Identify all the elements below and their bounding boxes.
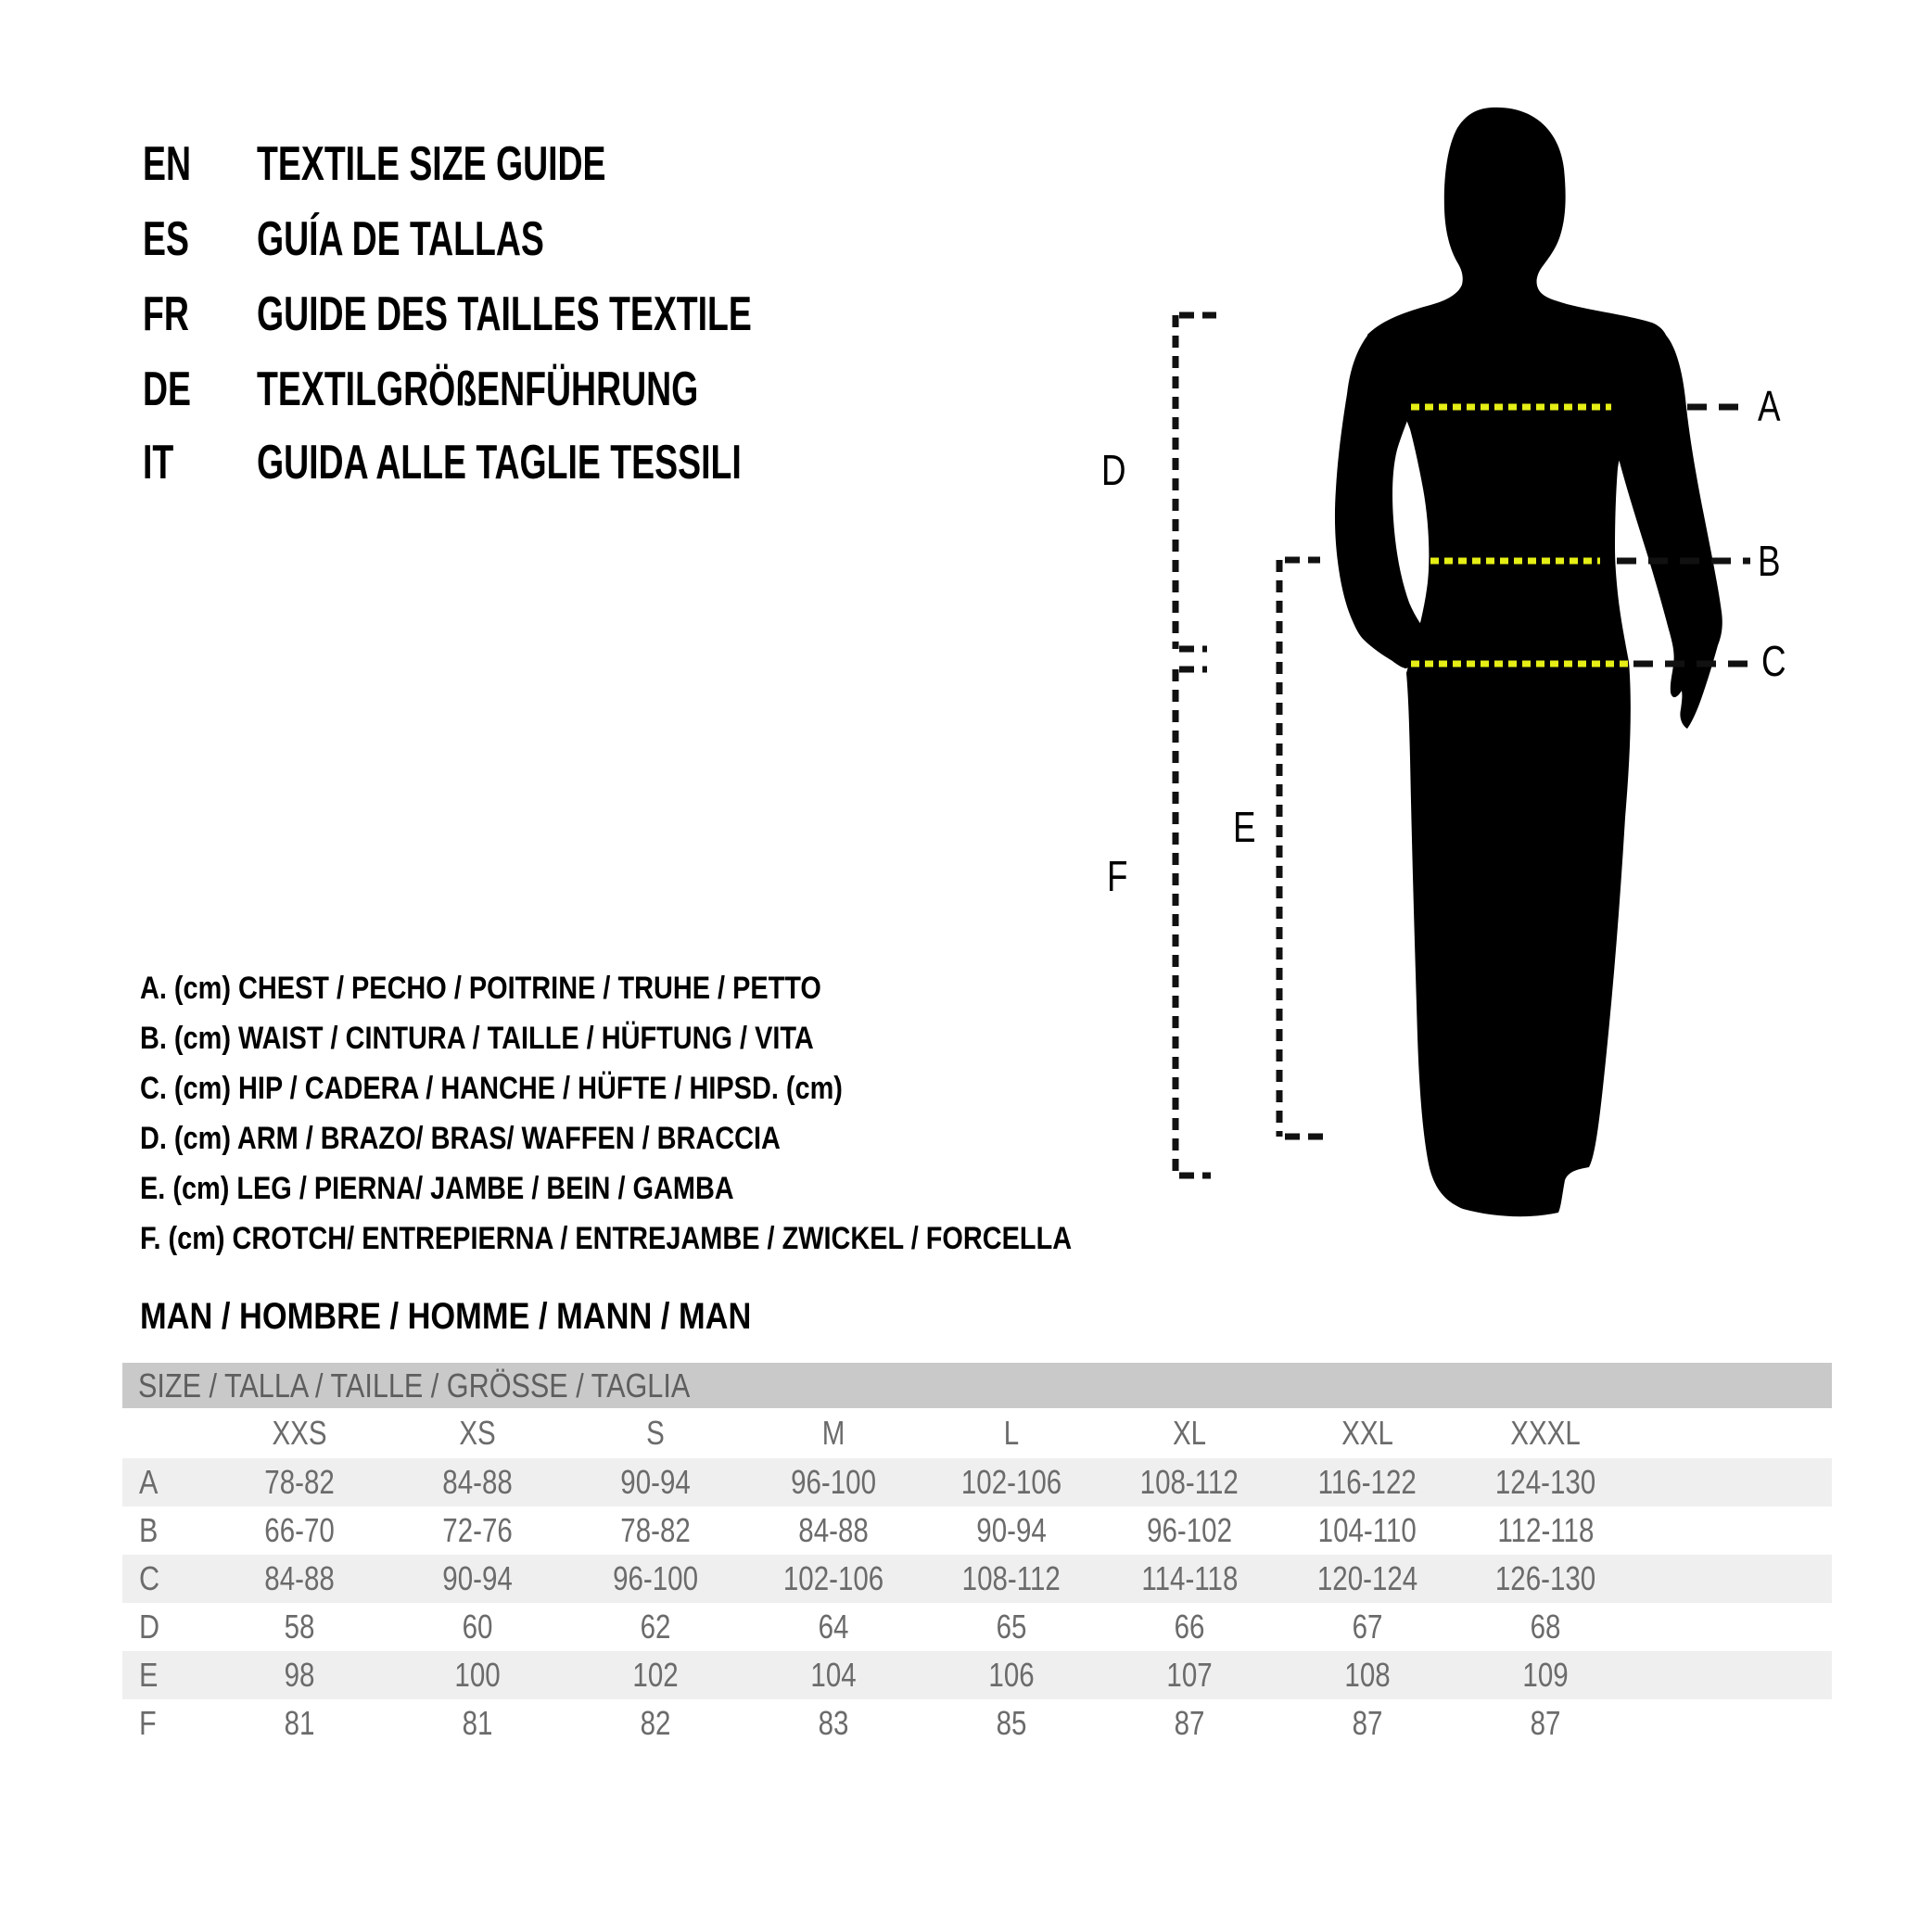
size-col-header: XXS bbox=[272, 1414, 327, 1452]
guide-title: TEXTILE SIZE GUIDE bbox=[257, 137, 606, 191]
table-cell: 72-76 bbox=[442, 1511, 513, 1549]
legend-line-chest: A. (cm) CHEST / PECHO / POITRINE / TRUHE / PETTO bbox=[140, 971, 821, 1006]
table-row-crotch bbox=[122, 1699, 1832, 1748]
table-cell: 96-100 bbox=[613, 1559, 698, 1597]
table-cell: 84-88 bbox=[442, 1463, 513, 1501]
gender-label: MAN / HOMBRE / HOMME / MANN / MAN bbox=[140, 1296, 752, 1337]
table-cell: 66-70 bbox=[264, 1511, 335, 1549]
table-cell: 114-118 bbox=[1141, 1559, 1238, 1597]
language-code: EN bbox=[143, 137, 192, 191]
table-cell: 60 bbox=[462, 1608, 493, 1646]
table-cell: 126-130 bbox=[1494, 1559, 1596, 1597]
table-cell: 116-122 bbox=[1317, 1463, 1417, 1501]
row-label: E bbox=[139, 1656, 159, 1694]
table-row-hip bbox=[122, 1555, 1832, 1603]
legend-line-leg: E. (cm) LEG / PIERNA/ JAMBE / BEIN / GAMBA bbox=[140, 1171, 734, 1206]
table-cell: 106 bbox=[988, 1656, 1035, 1694]
table-cell: 58 bbox=[284, 1608, 315, 1646]
vertical-measure-lines bbox=[1176, 315, 1326, 1176]
table-cell: 78-82 bbox=[620, 1511, 691, 1549]
size-table-header: SIZE / TALLA / TAILLE / GRÖSSE / TAGLIA bbox=[122, 1363, 1832, 1408]
size-col-header: XL bbox=[1172, 1414, 1207, 1452]
table-cell: 90-94 bbox=[442, 1559, 513, 1597]
table-cell: 108 bbox=[1344, 1656, 1391, 1694]
language-code: ES bbox=[143, 212, 189, 266]
table-cell: 66 bbox=[1174, 1608, 1205, 1646]
table-cell: 98 bbox=[284, 1656, 315, 1694]
table-cell: 84-88 bbox=[798, 1511, 869, 1549]
table-cell: 124-130 bbox=[1494, 1463, 1596, 1501]
table-cell: 87 bbox=[1530, 1704, 1561, 1742]
table-cell: 68 bbox=[1530, 1608, 1561, 1646]
table-cell: 90-94 bbox=[620, 1463, 691, 1501]
table-cell: 108-112 bbox=[961, 1559, 1061, 1597]
guide-title: GUIDE DES TAILLES TEXTILE bbox=[257, 287, 752, 341]
size-table-sizes-row bbox=[122, 1408, 1832, 1458]
table-cell: 85 bbox=[996, 1704, 1027, 1742]
table-cell: 65 bbox=[996, 1608, 1027, 1646]
guide-title: GUIDA ALLE TAGLIE TESSILI bbox=[257, 436, 742, 489]
table-cell: 104 bbox=[810, 1656, 857, 1694]
table-cell: 83 bbox=[818, 1704, 849, 1742]
table-cell: 84-88 bbox=[264, 1559, 335, 1597]
size-col-header: XXL bbox=[1341, 1414, 1393, 1452]
table-cell: 81 bbox=[284, 1704, 315, 1742]
size-col-header: M bbox=[821, 1414, 845, 1452]
arm-label: D bbox=[1101, 446, 1126, 494]
size-col-header: L bbox=[1003, 1414, 1020, 1452]
hip-label: C bbox=[1761, 637, 1786, 685]
guide-title: GUÍA DE TALLAS bbox=[257, 212, 544, 266]
leg-label: E bbox=[1233, 803, 1256, 851]
table-cell: 107 bbox=[1166, 1656, 1213, 1694]
guide-title: TEXTILGRÖßENFÜHRUNG bbox=[257, 362, 699, 416]
row-label: D bbox=[139, 1608, 160, 1646]
table-cell: 102 bbox=[632, 1656, 679, 1694]
table-cell: 87 bbox=[1174, 1704, 1205, 1742]
table-cell: 102-106 bbox=[782, 1559, 884, 1597]
crotch-label: F bbox=[1107, 852, 1128, 900]
row-label: B bbox=[139, 1511, 159, 1549]
table-cell: 62 bbox=[640, 1608, 671, 1646]
language-code: IT bbox=[143, 436, 174, 489]
table-cell: 104-110 bbox=[1317, 1511, 1417, 1549]
table-cell: 67 bbox=[1352, 1608, 1383, 1646]
size-col-header: XS bbox=[459, 1414, 496, 1452]
table-cell: 100 bbox=[454, 1656, 501, 1694]
row-label: C bbox=[139, 1559, 160, 1597]
waist-label: B bbox=[1758, 537, 1781, 585]
legend-line-arm: D. (cm) ARM / BRAZO/ BRAS/ WAFFEN / BRACCIA bbox=[140, 1121, 781, 1156]
table-cell: 64 bbox=[818, 1608, 849, 1646]
table-row-waist bbox=[122, 1506, 1832, 1555]
legend-line-crotch: F. (cm) CROTCH/ ENTREPIERNA / ENTREJAMBE / ZWICKEL / FORCELLA bbox=[140, 1221, 1073, 1256]
table-cell: 90-94 bbox=[976, 1511, 1047, 1549]
table-cell: 81 bbox=[462, 1704, 493, 1742]
row-label: F bbox=[139, 1704, 157, 1742]
table-cell: 102-106 bbox=[960, 1463, 1062, 1501]
size-table bbox=[122, 1363, 1832, 1748]
language-code: FR bbox=[143, 287, 189, 341]
table-row-arm bbox=[122, 1603, 1832, 1651]
language-code: DE bbox=[143, 362, 192, 416]
table-cell: 82 bbox=[640, 1704, 671, 1742]
table-cell: 120-124 bbox=[1316, 1559, 1418, 1597]
table-cell: 109 bbox=[1522, 1656, 1569, 1694]
size-col-header: XXXL bbox=[1510, 1414, 1581, 1452]
table-cell: 78-82 bbox=[264, 1463, 335, 1501]
table-cell: 108-112 bbox=[1139, 1463, 1239, 1501]
size-col-header: S bbox=[646, 1414, 665, 1452]
table-cell: 112-118 bbox=[1497, 1511, 1594, 1549]
legend-line-waist: B. (cm) WAIST / CINTURA / TAILLE / HÜFTUNG / VITA bbox=[140, 1021, 814, 1056]
table-cell: 96-102 bbox=[1147, 1511, 1232, 1549]
legend-line-hip: C. (cm) HIP / CADERA / HANCHE / HÜFTE / HIPSD. (cm) bbox=[140, 1071, 843, 1106]
table-cell: 87 bbox=[1352, 1704, 1383, 1742]
table-row-leg bbox=[122, 1651, 1832, 1699]
chest-label: A bbox=[1758, 382, 1781, 430]
row-label: A bbox=[139, 1463, 159, 1501]
table-cell: 96-100 bbox=[791, 1463, 876, 1501]
table-row-chest bbox=[122, 1458, 1832, 1506]
